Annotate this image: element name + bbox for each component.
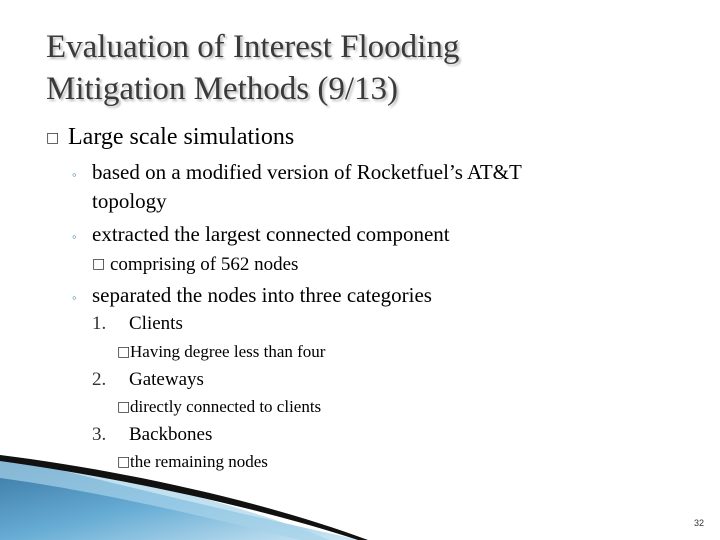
circle-bullet-icon: ◦ [72, 290, 77, 305]
category-clients: Clients [129, 313, 183, 334]
subbullet-extracted: extracted the largest connected component [92, 222, 450, 246]
subbullet-rocketfuel: based on a modified version of Rocketfuel’s AT&T [92, 160, 522, 184]
box-bullet-icon: □ [117, 454, 131, 470]
box-bullet-icon: □ [117, 399, 131, 415]
title-line-2: Mitigation Methods (9/13) [46, 71, 398, 107]
detail-backbones: the remaining nodes [130, 452, 268, 471]
category-backbones: Backbones [129, 424, 213, 445]
detail-gateways: directly connected to clients [130, 397, 322, 416]
list-number: 1. [92, 313, 107, 334]
box-bullet-icon: □ [46, 130, 60, 146]
list-number: 3. [92, 424, 107, 445]
subbullet-categories: separated the nodes into three categories [92, 283, 432, 307]
slide-title [46, 26, 686, 110]
bullet-large-scale: Large scale simulations [68, 124, 295, 150]
subbullet-rocketfuel-cont: topology [92, 189, 167, 213]
box-bullet-icon: □ [92, 256, 106, 272]
category-gateways: Gateways [129, 369, 204, 390]
title-line-1: Evaluation of Interest Flooding [46, 29, 460, 65]
detail-562-nodes: comprising of 562 nodes [110, 254, 299, 275]
circle-bullet-icon: ◦ [72, 229, 77, 244]
box-bullet-icon: □ [117, 344, 131, 360]
circle-bullet-icon: ◦ [72, 167, 77, 182]
list-number: 2. [92, 369, 107, 390]
detail-clients: Having degree less than four [130, 342, 326, 361]
page-number: 32 [693, 518, 704, 528]
